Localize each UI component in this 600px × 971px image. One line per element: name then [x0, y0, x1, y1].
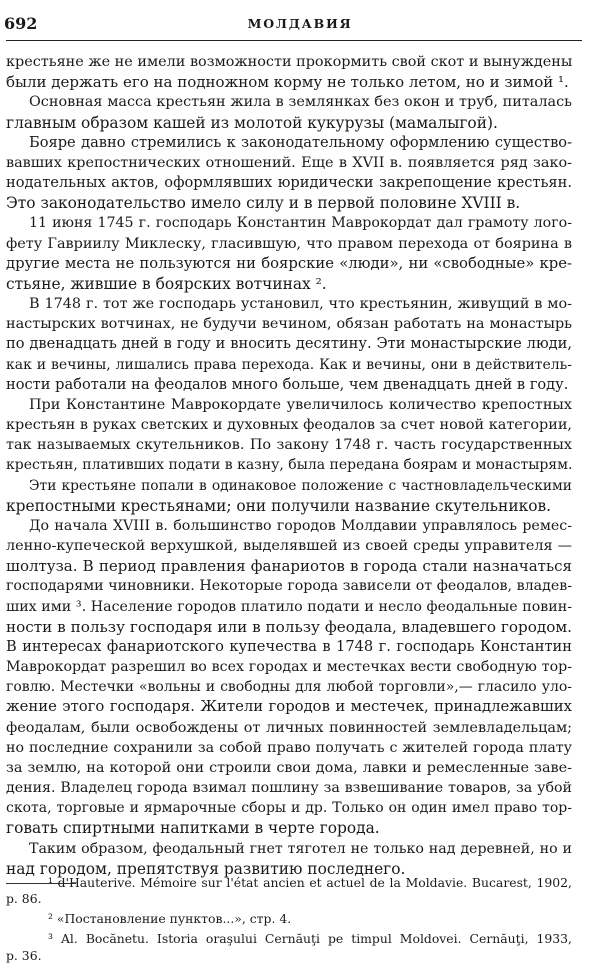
- text-line: ности работали на феодалов много больше, чем двенадцать дней в году.: [6, 375, 569, 393]
- running-title: МОЛДАВИЯ: [247, 16, 353, 31]
- text-line: как и вечины, лишались права перехода. Как и вечины, они в действитель-: [6, 356, 572, 373]
- text-line: стьяне, жившие в боярских вотчинах ².: [6, 274, 327, 293]
- text-line: ленно-купеческой верхушкой, выделявшей из своей среды управителя —: [6, 538, 572, 555]
- header-rule: [6, 40, 582, 41]
- text-line: но последние сохранили за собой право получать с жителей города плату: [6, 739, 572, 756]
- text-line: так называемых скутельников. По закону 1748 г. часть государственных: [6, 437, 572, 454]
- text-line: над городом, препятствуя развитию последнего.: [6, 859, 406, 878]
- footnote-line: ² «Постановление пунктов...», стр. 4.: [48, 911, 292, 926]
- text-line: крепостными крестьянами; они получили название скутельников.: [6, 496, 552, 515]
- text-line: господарями чиновники. Некоторые города зависели от феодалов, владев-: [6, 578, 572, 595]
- text-line: крестьяне же не имели возможности прокормить свой скот и вынуждены: [6, 54, 573, 70]
- text-line: Основная масса крестьян жила в землянках без окон и труб, питалась: [29, 94, 572, 111]
- text-line: нодательных актов, оформлявших юридически закрепощение крестьян.: [6, 174, 572, 192]
- text-line: До начала XVIII в. большинство городов Молдавии управлялось ремес-: [29, 517, 572, 534]
- text-line: Маврокордат разрешил во всех городах и местечках вести свободную тор-: [6, 659, 572, 676]
- text-line: Бояре давно стремились к законодательному оформлению существо-: [29, 133, 572, 151]
- text-line: главным образом кашей из молотой кукурузы (мамалыгой).: [6, 113, 498, 132]
- text-line: другие места не пользуются ни боярские «люди», ни «свободные» кре-: [6, 254, 572, 272]
- footnote-line: p. 36.: [6, 948, 42, 963]
- text-line: шолтуза. В период правления фанариотов в города стали назначаться: [6, 557, 572, 576]
- text-line: жение этого господаря. Жители городов и местечек, принадлежавших: [6, 698, 572, 716]
- text-line: крестьян в руках светских и духовных феодалов за счет новой категории,: [6, 417, 572, 434]
- footnote-line: ³ Al. Bocănetu. Istoria oraşului Cernăuţi pe timpul Moldovei. Cernăuţi, 1933,: [48, 931, 572, 946]
- text-line: вавших крепостнических отношений. Еще в XVII в. появляется ряд зако-: [6, 154, 572, 171]
- text-line: были держать его на подножном корму не только летом, но и зимой ¹.: [6, 73, 569, 92]
- text-line: феодалам, были освобождены от личных повинностей землевладельцам;: [6, 719, 572, 736]
- text-line: настырских вотчинах, не будучи вечином, обязан работать на монастырь: [6, 316, 572, 333]
- text-line: по двенадцать дней в году и вносить десятину. Эти монастырские люди,: [6, 335, 572, 353]
- footnote-line: ¹ d'Hauterive. Mémoire sur l'état ancien et actuel de la Moldavie. Bucarest, 1902,: [48, 875, 572, 890]
- text-line: Таким образом, феодальный гнет тяготел не только над деревней, но и: [29, 840, 572, 857]
- text-line: за землю, на которой они строили свои дома, лавки и ремесленные заве-: [6, 759, 572, 776]
- footnote-line: p. 86.: [6, 891, 42, 906]
- text-line: говлю. Местечки «вольны и свободны для любой торговли»,— гласило уло-: [6, 679, 572, 696]
- text-line: фету Гавриилу Миклеску, гласившую, что правом перехода от боярина в: [6, 235, 572, 252]
- text-line: 11 июня 1745 г. господарь Константин Маврокордат дал грамоту лого-: [29, 215, 572, 232]
- text-line: Это законодательство имело силу и в первой половине XVIII в.: [6, 194, 521, 213]
- text-line: Эти крестьяне попали в одинаковое положение с частновладельческими: [29, 477, 572, 494]
- text-line: При Константине Маврокордате увеличилось количество крепостных: [29, 396, 572, 413]
- text-line: дения. Владелец города взимал пошлину за взвешивание товаров, за убой: [6, 780, 572, 797]
- text-line: говать спиртными напитками в черте города.: [6, 819, 380, 838]
- text-line: В 1748 г. тот же господарь установил, что крестьянин, живущий в мо-: [29, 296, 572, 313]
- text-line: скота, торговые и ярмарочные сборы и др. Только он один имел право тор-: [6, 800, 572, 817]
- page-number: 692: [4, 14, 38, 33]
- text-line: крестьян, плативших подати в казну, была передана боярам и монастырям.: [6, 457, 573, 474]
- text-line: В интересах фанариотского купечества в 1748 г. господарь Константин: [6, 637, 572, 655]
- text-line: ших ими ³. Население городов платило подати и несло феодальные повин-: [6, 598, 572, 615]
- text-line: ности в пользу господаря или в пользу феодала, владевшего городом.: [6, 617, 572, 636]
